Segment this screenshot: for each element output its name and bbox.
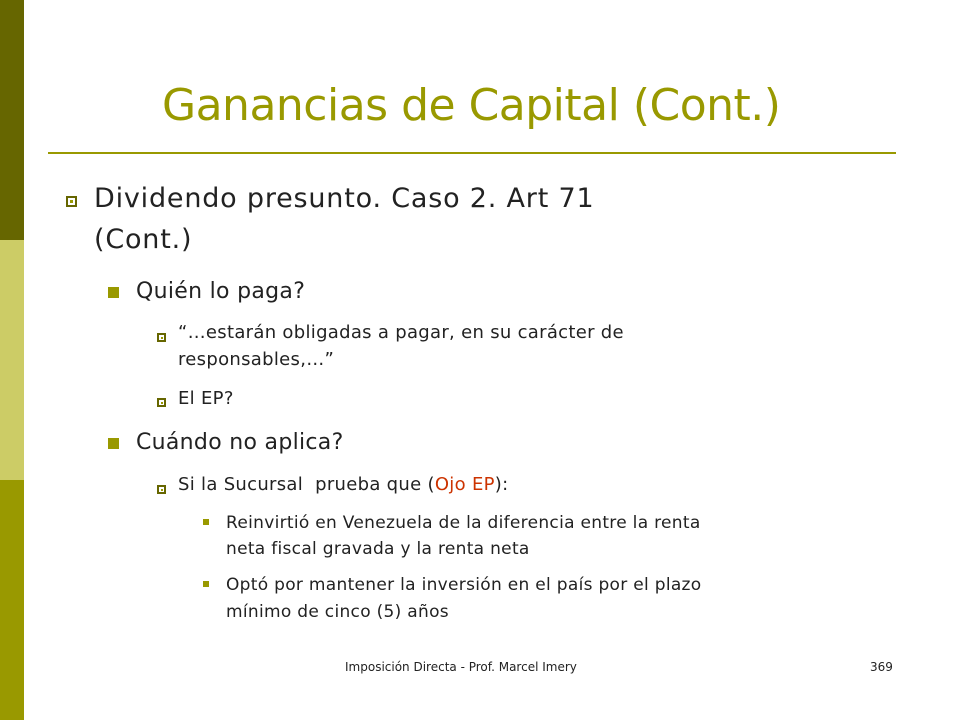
tiny-square-bullet-icon: [203, 581, 209, 587]
small-square-bullet-icon: [157, 333, 166, 342]
tiny-square-bullet-icon: [203, 519, 209, 525]
bullet-cuando-no-aplica: Cuándo no aplica?: [136, 430, 344, 455]
slide-title: Ganancias de Capital (Cont.): [162, 80, 781, 131]
filled-square-bullet-icon: [108, 438, 119, 449]
subitem-reinvirtio-line2: neta fiscal gravada y la renta neta: [226, 539, 530, 559]
title-divider: [48, 152, 896, 154]
item-el-ep: El EP?: [178, 388, 234, 409]
filled-square-bullet-icon: [108, 287, 119, 298]
square-bullet-icon: [66, 196, 77, 207]
sidebar-decoration: [0, 0, 24, 720]
subitem-opto-line2: mínimo de cinco (5) años: [226, 602, 449, 622]
footer-text: Imposición Directa - Prof. Marcel Imery: [345, 660, 577, 674]
accent-ojo-ep: Ojo EP: [434, 474, 495, 495]
small-square-bullet-icon: [157, 398, 166, 407]
sidebar-block-mid: [0, 480, 24, 720]
small-square-bullet-icon: [157, 485, 166, 494]
sidebar-block-dark: [0, 0, 24, 240]
quote-line2: responsables,…”: [178, 349, 335, 370]
page-number: 369: [870, 660, 893, 674]
bullet-quien-paga: Quién lo paga?: [136, 279, 306, 304]
sidebar-block-light: [0, 240, 24, 480]
quote-line1: “…estarán obligadas a pagar, en su carácter de: [178, 322, 624, 343]
item-sucursal-suffix: ):: [494, 474, 509, 495]
bullet-main-line2: (Cont.): [94, 224, 193, 255]
bullet-main-line1: Dividendo presunto. Caso 2. Art 71: [94, 183, 595, 214]
subitem-opto-line1: Optó por mantener la inversión en el país por el plazo: [226, 575, 702, 595]
item-sucursal-prueba: [178, 472, 508, 498]
item-sucursal-prefix: Si la Sucursal prueba que (: [178, 474, 435, 495]
subitem-reinvirtio-line1: Reinvirtió en Venezuela de la diferencia entre la renta: [226, 513, 701, 533]
